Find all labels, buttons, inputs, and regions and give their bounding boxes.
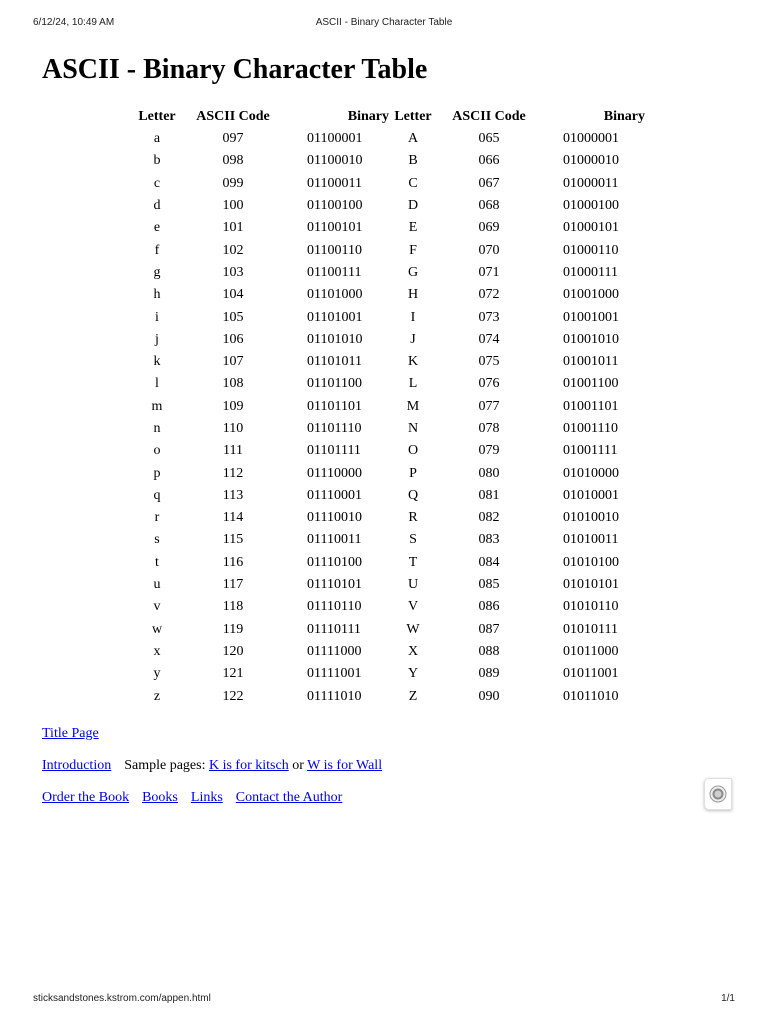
cell-ascii-code-lower: 097 — [222, 131, 244, 147]
binary-value: 01101101 — [307, 398, 362, 414]
binary-value: 01110011 — [307, 532, 362, 548]
cell-ascii-code-lower: 109 — [222, 398, 244, 414]
cell-ascii-code-lower: 101 — [222, 220, 244, 236]
binary-value: 01110101 — [307, 577, 362, 593]
binary-value: 01100110 — [307, 242, 362, 258]
print-date: 6/12/24, 10:49 AM — [33, 17, 115, 28]
header-letter-lower: Letter — [138, 109, 176, 124]
cell-letter-upper: Z — [408, 688, 418, 704]
cell-binary-upper — [541, 596, 645, 618]
binary-value: 01010011 — [563, 532, 619, 548]
cell-letter-lower: w — [151, 621, 163, 637]
table-row — [133, 619, 645, 641]
cell-letter-upper: S — [409, 532, 417, 548]
cell-ascii-code-upper: 082 — [478, 510, 500, 526]
table-row — [133, 462, 645, 484]
cell-letter-upper: C — [408, 175, 418, 191]
cell-letter-lower: l — [155, 376, 159, 392]
cell-ascii-code-lower: 122 — [222, 688, 244, 704]
nav-links-row-1 — [42, 726, 99, 742]
table-header-row — [133, 106, 645, 128]
order-book-link[interactable]: Order the Book — [42, 790, 130, 805]
cell-binary-lower — [285, 485, 389, 507]
cell-ascii-code-upper: 080 — [478, 465, 500, 481]
cell-ascii-code-upper: 087 — [478, 621, 500, 637]
table-row — [133, 418, 645, 440]
cell-binary-lower — [285, 262, 389, 284]
cell-letter-lower: t — [155, 554, 159, 570]
cell-binary-lower — [285, 596, 389, 618]
table-row — [133, 529, 645, 551]
cell-letter-lower: h — [153, 287, 161, 303]
binary-value: 01001111 — [563, 443, 618, 459]
binary-value: 01001000 — [563, 287, 619, 303]
table-body — [133, 128, 645, 708]
table-row — [133, 440, 645, 462]
cell-binary-upper — [541, 552, 645, 574]
page-title: ASCII - Binary Character Table — [42, 54, 428, 85]
cell-letter-lower: x — [153, 643, 161, 659]
print-url: sticksandstones.kstrom.com/appen.html — [33, 993, 211, 1004]
cell-ascii-code-lower: 116 — [222, 554, 244, 570]
k-is-for-kitsch-link[interactable]: K is for kitsch — [208, 758, 289, 773]
table-row — [133, 485, 645, 507]
cell-ascii-code-lower: 121 — [222, 666, 244, 682]
cell-letter-upper: U — [407, 577, 419, 593]
cell-ascii-code-upper: 072 — [478, 287, 500, 303]
cell-letter-lower: d — [153, 198, 161, 214]
header-ascii-code-lower: ASCII Code — [196, 109, 270, 124]
binary-value: 01001011 — [563, 354, 619, 370]
cell-letter-upper: O — [407, 443, 419, 459]
binary-value: 01101100 — [307, 376, 362, 392]
cell-letter-upper: Q — [407, 487, 419, 503]
cell-binary-upper — [541, 351, 645, 373]
cell-letter-upper: A — [407, 131, 419, 147]
table-row — [133, 596, 645, 618]
cell-letter-upper: V — [407, 599, 419, 615]
binary-value: 01101010 — [307, 331, 363, 347]
cell-letter-upper: F — [409, 242, 417, 258]
cell-ascii-code-lower: 108 — [222, 376, 244, 392]
binary-value: 01011000 — [563, 643, 619, 659]
table-row — [133, 329, 645, 351]
cell-binary-lower — [285, 440, 389, 462]
cell-binary-lower — [285, 373, 389, 395]
table-row — [133, 574, 645, 596]
cell-binary-upper — [541, 685, 645, 707]
nav-links-row-2 — [42, 758, 382, 774]
cell-letter-lower: f — [154, 242, 160, 258]
links-link[interactable]: Links — [190, 790, 223, 805]
cell-letter-lower: c — [153, 175, 161, 191]
cell-letter-lower: j — [155, 331, 159, 347]
cell-ascii-code-upper: 068 — [478, 198, 500, 214]
cell-letter-upper: H — [407, 287, 419, 303]
cell-ascii-code-lower: 105 — [222, 309, 244, 325]
cell-ascii-code-upper: 071 — [478, 264, 500, 280]
title-page-link[interactable]: Title Page — [42, 726, 99, 741]
cell-ascii-code-upper: 073 — [478, 309, 500, 325]
cell-ascii-code-upper: 066 — [478, 153, 500, 169]
cell-binary-upper — [541, 128, 645, 150]
cell-ascii-code-upper: 085 — [478, 577, 500, 593]
table-row — [133, 373, 645, 395]
cell-ascii-code-upper: 081 — [478, 487, 500, 503]
cell-letter-lower: b — [153, 153, 161, 169]
binary-value: 01001100 — [563, 376, 619, 392]
cell-binary-upper — [541, 150, 645, 172]
cell-letter-lower: m — [151, 398, 163, 414]
cell-binary-upper — [541, 173, 645, 195]
cell-ascii-code-lower: 112 — [222, 465, 244, 481]
cell-binary-lower — [285, 574, 389, 596]
cell-binary-upper — [541, 373, 645, 395]
cell-ascii-code-lower: 118 — [222, 599, 244, 615]
table-row — [133, 262, 645, 284]
cell-binary-upper — [541, 507, 645, 529]
cell-letter-lower: i — [155, 309, 159, 325]
cell-letter-upper: W — [406, 621, 420, 637]
cell-letter-upper: N — [407, 421, 419, 436]
binary-value: 01000001 — [563, 131, 619, 147]
cell-binary-upper — [541, 619, 645, 641]
binary-value: 01101110 — [307, 421, 362, 436]
binary-value: 01010000 — [563, 465, 619, 481]
table-row — [133, 173, 645, 195]
table-row — [133, 150, 645, 172]
cell-ascii-code-upper: 086 — [478, 599, 500, 615]
table-row — [133, 195, 645, 217]
binary-value: 01101001 — [307, 309, 363, 325]
binary-value: 01111000 — [307, 643, 362, 659]
cell-binary-lower — [285, 663, 389, 685]
cell-letter-upper: L — [408, 376, 418, 392]
cell-binary-lower — [285, 641, 389, 663]
cell-binary-upper — [541, 284, 645, 306]
table-row — [133, 663, 645, 685]
table-row — [133, 552, 645, 574]
binary-value: 01000111 — [563, 264, 618, 280]
binary-value: 01011001 — [563, 666, 619, 682]
binary-value: 01000100 — [563, 198, 619, 214]
cell-binary-upper — [541, 641, 645, 663]
binary-value: 01010101 — [563, 577, 619, 593]
cell-binary-upper — [541, 262, 645, 284]
print-title: ASCII - Binary Character Table — [315, 17, 453, 28]
cell-binary-lower — [285, 173, 389, 195]
header-binary-lower: Binary — [347, 109, 389, 124]
print-page-number: 1/1 — [721, 993, 735, 1004]
cell-ascii-code-upper: 088 — [478, 643, 500, 659]
cell-letter-lower: n — [153, 421, 161, 436]
cell-letter-lower: k — [153, 354, 161, 370]
cell-letter-upper: D — [407, 198, 419, 214]
cell-ascii-code-upper: 078 — [478, 421, 500, 436]
cell-ascii-code-upper: 084 — [478, 554, 500, 570]
binary-value: 01110111 — [307, 621, 361, 637]
cell-letter-lower: a — [153, 131, 161, 147]
sample-pages-label: Sample pages: — [124, 758, 206, 773]
cell-letter-upper: K — [407, 354, 419, 370]
cell-letter-lower: q — [153, 487, 161, 503]
cell-binary-lower — [285, 462, 389, 484]
cell-binary-upper — [541, 574, 645, 596]
binary-value: 01111001 — [307, 666, 362, 682]
cell-letter-upper: J — [410, 331, 416, 347]
cell-binary-lower — [285, 306, 389, 328]
cell-binary-upper — [541, 239, 645, 261]
cell-letter-upper: B — [408, 153, 418, 169]
cell-ascii-code-lower: 099 — [222, 175, 244, 191]
cell-binary-lower — [285, 351, 389, 373]
table-row — [133, 306, 645, 328]
circle-arrow-icon — [709, 785, 727, 803]
cell-binary-upper — [541, 329, 645, 351]
introduction-link[interactable]: Introduction — [42, 758, 112, 773]
ascii-table — [133, 106, 645, 708]
cell-ascii-code-lower: 113 — [222, 487, 244, 503]
binary-value: 01001101 — [563, 398, 619, 414]
table-row — [133, 128, 645, 150]
binary-value: 01100111 — [307, 264, 362, 280]
table-row — [133, 685, 645, 707]
cell-binary-lower — [285, 284, 389, 306]
binary-value: 01101000 — [307, 287, 363, 303]
cell-letter-lower: z — [153, 688, 161, 704]
cell-ascii-code-lower: 098 — [222, 153, 244, 169]
cell-ascii-code-upper: 070 — [478, 242, 500, 258]
scroll-widget-button[interactable] — [704, 778, 732, 810]
cell-letter-lower: o — [153, 443, 161, 459]
cell-binary-lower — [285, 195, 389, 217]
binary-value: 01011010 — [563, 688, 619, 704]
print-header — [0, 17, 768, 31]
cell-letter-upper: M — [406, 398, 420, 414]
cell-binary-upper — [541, 485, 645, 507]
cell-ascii-code-upper: 079 — [478, 443, 500, 459]
header-binary-upper: Binary — [603, 109, 645, 124]
table-row — [133, 351, 645, 373]
table-row — [133, 641, 645, 663]
binary-value: 01000101 — [563, 220, 619, 236]
binary-value: 01100100 — [307, 198, 363, 214]
binary-value: 01110110 — [307, 599, 362, 615]
cell-letter-lower: y — [153, 666, 161, 682]
binary-value: 01110001 — [307, 487, 362, 503]
cell-binary-upper — [541, 306, 645, 328]
cell-ascii-code-lower: 117 — [222, 577, 244, 593]
cell-letter-upper: R — [408, 510, 418, 526]
binary-value: 01100101 — [307, 220, 363, 236]
cell-binary-upper — [541, 462, 645, 484]
cell-ascii-code-lower: 120 — [222, 643, 244, 659]
binary-value: 01010111 — [563, 621, 618, 637]
binary-value: 01100011 — [307, 175, 362, 191]
cell-letter-lower: u — [153, 577, 161, 593]
cell-letter-lower: r — [154, 510, 160, 526]
cell-binary-upper — [541, 529, 645, 551]
binary-value: 01001110 — [563, 421, 618, 436]
cell-letter-upper: E — [408, 220, 418, 236]
cell-binary-upper — [541, 418, 645, 440]
cell-binary-lower — [285, 685, 389, 707]
binary-value: 01001010 — [563, 331, 619, 347]
cell-letter-lower: p — [153, 465, 161, 481]
cell-ascii-code-upper: 083 — [478, 532, 500, 548]
cell-binary-lower — [285, 150, 389, 172]
binary-value: 01110010 — [307, 510, 362, 526]
binary-value: 01111010 — [307, 688, 362, 704]
print-footer — [0, 993, 768, 1007]
contact-author-link[interactable]: Contact the Author — [235, 790, 343, 805]
cell-ascii-code-upper: 069 — [478, 220, 500, 236]
cell-ascii-code-lower: 102 — [222, 242, 244, 258]
cell-letter-lower: g — [153, 264, 161, 280]
binary-value: 01110000 — [307, 465, 362, 481]
table-row — [133, 284, 645, 306]
table-row — [133, 507, 645, 529]
cell-binary-lower — [285, 619, 389, 641]
cell-ascii-code-lower: 111 — [223, 443, 243, 459]
binary-value: 01010001 — [563, 487, 619, 503]
nav-links-row-3 — [42, 790, 342, 806]
cell-ascii-code-lower: 107 — [222, 354, 244, 370]
binary-value: 01000110 — [563, 242, 619, 258]
cell-ascii-code-lower: 103 — [222, 264, 244, 280]
header-ascii-code-upper: ASCII Code — [452, 109, 526, 124]
cell-ascii-code-lower: 106 — [222, 331, 244, 347]
cell-ascii-code-upper: 075 — [478, 354, 500, 370]
cell-ascii-code-upper: 090 — [478, 688, 500, 704]
table-row — [133, 217, 645, 239]
cell-letter-upper: Y — [407, 666, 419, 682]
cell-letter-upper: G — [407, 264, 419, 280]
cell-ascii-code-upper: 067 — [478, 175, 500, 191]
cell-ascii-code-upper: 065 — [478, 131, 500, 147]
cell-ascii-code-lower: 114 — [222, 510, 244, 526]
or-text: or — [292, 758, 304, 773]
cell-letter-upper: I — [410, 309, 416, 325]
cell-ascii-code-lower: 100 — [222, 198, 244, 214]
cell-ascii-code-upper: 076 — [478, 376, 500, 392]
binary-value: 01100001 — [307, 131, 363, 147]
binary-value: 01000010 — [563, 153, 619, 169]
cell-binary-upper — [541, 195, 645, 217]
cell-ascii-code-lower: 104 — [222, 287, 244, 303]
books-link[interactable]: Books — [142, 790, 178, 805]
cell-binary-upper — [541, 440, 645, 462]
cell-binary-lower — [285, 239, 389, 261]
cell-letter-lower: s — [154, 532, 160, 548]
cell-letter-lower: v — [153, 599, 161, 615]
cell-binary-lower — [285, 396, 389, 418]
cell-ascii-code-lower: 115 — [222, 532, 244, 548]
cell-binary-lower — [285, 507, 389, 529]
binary-value: 01100010 — [307, 153, 363, 169]
header-letter-upper: Letter — [394, 109, 432, 124]
cell-binary-upper — [541, 396, 645, 418]
binary-value: 01101111 — [307, 443, 361, 459]
cell-ascii-code-upper: 074 — [478, 331, 500, 347]
cell-binary-upper — [541, 663, 645, 685]
binary-value: 01010110 — [563, 599, 619, 615]
cell-ascii-code-lower: 110 — [222, 421, 244, 436]
cell-ascii-code-upper: 077 — [478, 398, 500, 414]
cell-ascii-code-lower: 119 — [222, 621, 244, 637]
cell-binary-lower — [285, 217, 389, 239]
binary-value: 01101011 — [307, 354, 362, 370]
cell-binary-lower — [285, 552, 389, 574]
binary-value: 01010010 — [563, 510, 619, 526]
binary-value: 01000011 — [563, 175, 619, 191]
w-is-for-wall-link[interactable]: W is for Wall — [307, 758, 383, 773]
binary-value: 01001001 — [563, 309, 619, 325]
cell-ascii-code-upper: 089 — [478, 666, 500, 682]
cell-letter-lower: e — [153, 220, 161, 236]
cell-binary-lower — [285, 418, 389, 440]
cell-binary-lower — [285, 329, 389, 351]
cell-letter-upper: T — [408, 554, 418, 570]
binary-value: 01110100 — [307, 554, 362, 570]
table-row — [133, 239, 645, 261]
cell-binary-lower — [285, 128, 389, 150]
table-row — [133, 396, 645, 418]
cell-letter-upper: P — [409, 465, 417, 481]
binary-value: 01010100 — [563, 554, 619, 570]
cell-letter-upper: X — [407, 643, 419, 659]
cell-binary-lower — [285, 529, 389, 551]
cell-binary-upper — [541, 217, 645, 239]
